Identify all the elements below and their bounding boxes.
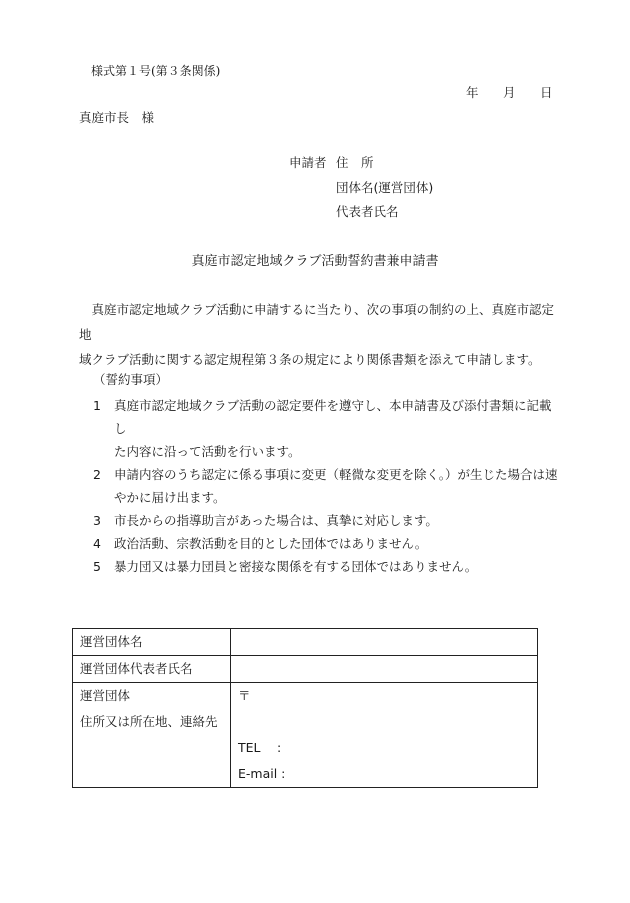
date-year-label: 年 — [466, 85, 479, 100]
pledge-item-number: 3 — [93, 513, 101, 528]
pledge-item — [79, 509, 559, 532]
pledge-item-text: 暴力団又は暴力団員と密接な関係を有する団体ではありません。 — [114, 559, 478, 574]
applicant-address-label: 住 所 — [336, 155, 374, 170]
pledge-item-text — [114, 394, 559, 463]
postal-mark: 〒 — [238, 688, 251, 703]
address-label-line-2: 住所又は所在地、連絡先 — [80, 714, 218, 729]
group-name-label: 運営団体名 — [73, 629, 231, 656]
applicant-group-name-label: 団体名(運営団体) — [336, 180, 434, 195]
address-label-line-1: 運営団体 — [80, 688, 131, 703]
pledge-list — [79, 394, 559, 578]
email-label: E-mail : — [238, 766, 286, 781]
applicant-representative-label: 代表者氏名 — [336, 204, 399, 219]
pledge-item-line-2: やかに届け出ます。 — [114, 490, 226, 505]
pledge-item-text: 市長からの指導助言があった場合は、真摯に対応します。 — [114, 513, 438, 528]
applicant-label: 申請者 — [289, 155, 327, 170]
pledge-item-line-1: 真庭市認定地域クラブ活動の認定要件を遵守し、本申請書及び添付書類に記載し — [114, 398, 552, 436]
pledge-item-line-2: た内容に沿って活動を行います。 — [114, 444, 301, 459]
pledge-item-line-1: 申請内容のうち認定に係る事項に変更（軽微な変更を除く。）が生じた場合は速 — [114, 467, 558, 482]
date-month-label: 月 — [503, 85, 516, 100]
pledge-item — [79, 532, 559, 555]
pledge-item — [79, 555, 559, 578]
intro-line-2: 域クラブ活動に関する認定規程第３条の規定により関係書類を添えて申請します。 — [79, 352, 541, 367]
form-number: 様式第１号(第３条関係) — [91, 64, 221, 78]
addressee: 真庭市長 様 — [79, 110, 155, 125]
pledge-heading: （誓約事項） — [93, 372, 169, 387]
intro-line-1: 真庭市認定地域クラブ活動に申請するに当たり、次の事項の制約の上、真庭市認定地 — [79, 302, 555, 342]
representative-name-field[interactable] — [231, 656, 538, 683]
pledge-item-text — [114, 463, 559, 509]
address-contact-field[interactable] — [231, 683, 538, 788]
group-name-field[interactable] — [231, 629, 538, 656]
pledge-item-text: 政治活動、宗教活動を目的とした団体ではありません。 — [114, 536, 428, 551]
table-row — [73, 683, 538, 788]
document-title: 真庭市認定地域クラブ活動誓約書兼申請書 — [191, 254, 439, 269]
group-info-table — [72, 628, 538, 788]
table-row — [73, 656, 538, 683]
pledge-item-number: 2 — [93, 467, 101, 482]
pledge-item-number: 1 — [93, 398, 101, 413]
pledge-item-number: 5 — [93, 559, 101, 574]
address-contact-label — [73, 683, 231, 788]
tel-label: TEL : — [238, 740, 282, 755]
pledge-item — [79, 463, 559, 509]
date-day-label: 日 — [540, 85, 553, 100]
pledge-item-number: 4 — [93, 536, 101, 551]
pledge-item — [79, 394, 559, 463]
table-row — [73, 629, 538, 656]
intro-paragraph — [79, 297, 559, 372]
representative-name-label: 運営団体代表者氏名 — [73, 656, 231, 683]
